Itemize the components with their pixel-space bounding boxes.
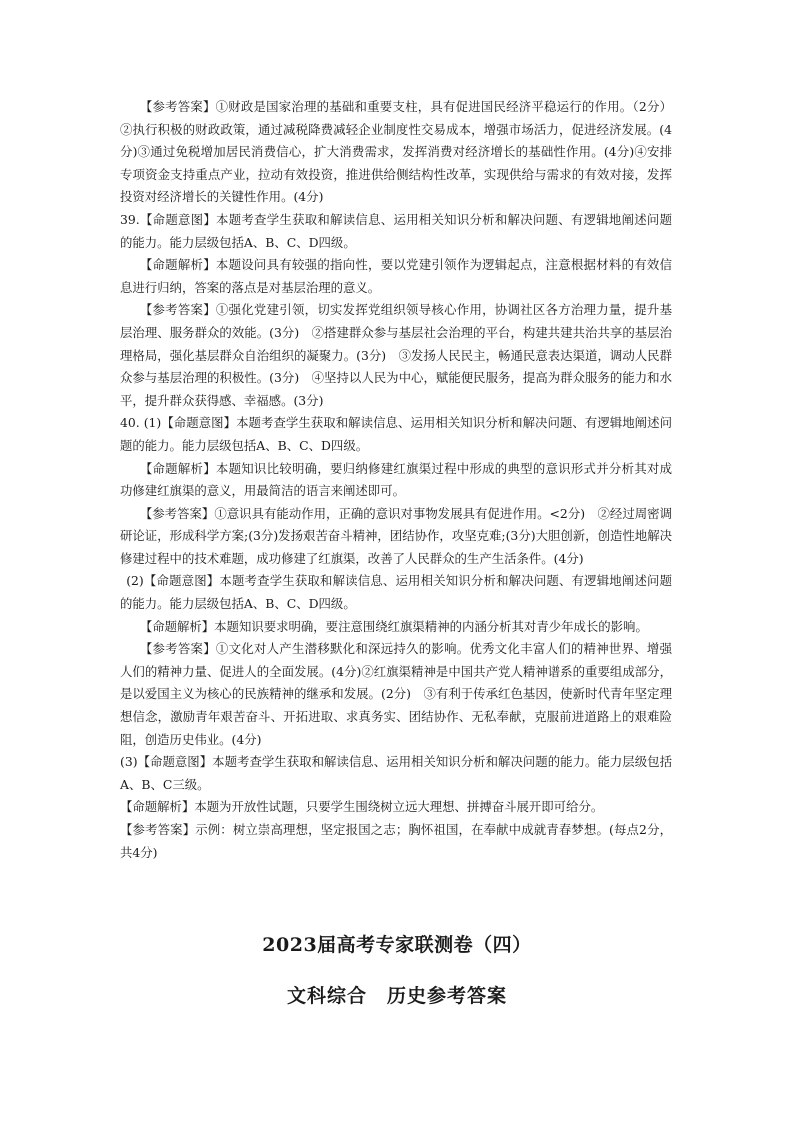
question-39-answer: 【参考答案】①强化党建引领，切实发挥党组织领导核心作用，协调社区各方治理力量，提升基层治理、服务群众的效能。(3分) ②搭建群众参与基层社会治理的平台，构建共建共治共享的基层治理格局，强化基层群众自治组织的凝聚力。(3分) ③发扬人民民主，畅通民意表达渠道，调动人民群众参与基层治理的积极性。(3分) ④坚持以人民为中心，赋能便民服务，提高为群众服务的能力和水平，提升群众获得感、幸福感。(3分) <box>120 302 672 408</box>
question-40-3-intent: (3)【命题意图】本题考查学生获取和解读信息、运用相关知识分析和解决问题的能力。能力层级包括A、B、C三级。 <box>120 754 672 792</box>
question-40-1-intent: 40. (1)【命题意图】本题考查学生获取和解读信息、运用相关知识分析和解决问题、有逻辑地阐述问题的能力。能力层级包括A、B、C、D四级。 <box>120 415 672 453</box>
answer-text-block <box>120 96 672 864</box>
exam-title: 2023届高考专家联测卷（四） <box>262 934 532 956</box>
question-40-2-intent: (2)【命题意图】本题考查学生获取和解读信息、运用相关知识分析和解决问题、有逻辑地阐述问题的能力。能力层级包括A、B、C、D四级。 <box>120 573 672 612</box>
question-40-3-answer: 【参考答案】示例：树立崇高理想，坚定报国之志；胸怀祖国，在奉献中成就青春梦想。(每点2分，共4分) <box>120 822 672 860</box>
question-40-1-analysis: 【命题解析】本题知识比较明确，要归纳修建红旗渠过程中形成的典型的意识形式并分析其对成功修建红旗渠的意义，用最简洁的语言来阐述即可。 <box>120 460 672 499</box>
question-40-1-answer: 【参考答案】①意识具有能动作用，正确的意识对事物发展具有促进作用。<2分) ②经过周密调研论证，形成科学方案;(3分)发扬艰苦奋斗精神，团结协作，攻坚克难;(3分)大胆创新，创造性地解决修建过程中的技术难题，成功修建了红旗渠，改善了人民群众的生产生活条件。(4分) <box>120 505 672 566</box>
answer-paragraph-38: 【参考答案】①财政是国家治理的基础和重要支柱，具有促进国民经济平稳运行的作用。（2分）②执行积极的财政政策，通过减税降费减轻企业制度性交易成本，增强市场活力，促进经济发展。(4分)③通过免税增加居民消费信心，扩大消费需求，发挥消费对经济增长的基础性作用。(4分)④安排专项资金支持重点产业，拉动有效投资，推进供给侧结构性改革，实现供给与需求的有效对接，发挥投资对经济增长的关键性作用。(4分) <box>120 99 672 205</box>
question-40-2-analysis: 【命题解析】本题知识要求明确，要注意围绕红旗渠精神的内涵分析其对青少年成长的影响。 <box>139 618 648 634</box>
question-39-analysis: 【命题解析】本题设问具有较强的指向性，要以党建引领作为逻辑起点，注意根据材料的有效信息进行归纳，答案的落点是对基层治理的意义。 <box>120 257 672 295</box>
question-40-3-analysis: 【命题解析】本题为开放性试题，只要学生围绕树立远大理想、拼搏奋斗展开即可给分。 <box>120 799 604 815</box>
section-heading <box>0 930 794 1008</box>
question-39-intent: 39.【命题意图】本题考查学生获取和解读信息、运用相关知识分析和解决问题、有逻辑地阐述问题的能力。能力层级包括A、B、C、D四级。 <box>120 211 672 250</box>
exam-subtitle: 文科综合 历史参考答案 <box>286 985 507 1007</box>
question-40-2-answer: 【参考答案】①文化对人产生潜移默化和深远持久的影响。优秀文化丰富人们的精神世界、增强人们的精神力量、促进人的全面发展。(4分)②红旗渠精神是中国共产党人精神谱系的重要组成部分，是以爱国主义为核心的民族精神的继承和发展。(2分) ③有利于传承红色基因，使新时代青年坚定理想信念，激励青年艰苦奋斗、开拓进取、求真务实、团结协作、无私奉献，克服前进道路上的艰难险阻，创造历史伟业。(4分) <box>120 641 672 747</box>
